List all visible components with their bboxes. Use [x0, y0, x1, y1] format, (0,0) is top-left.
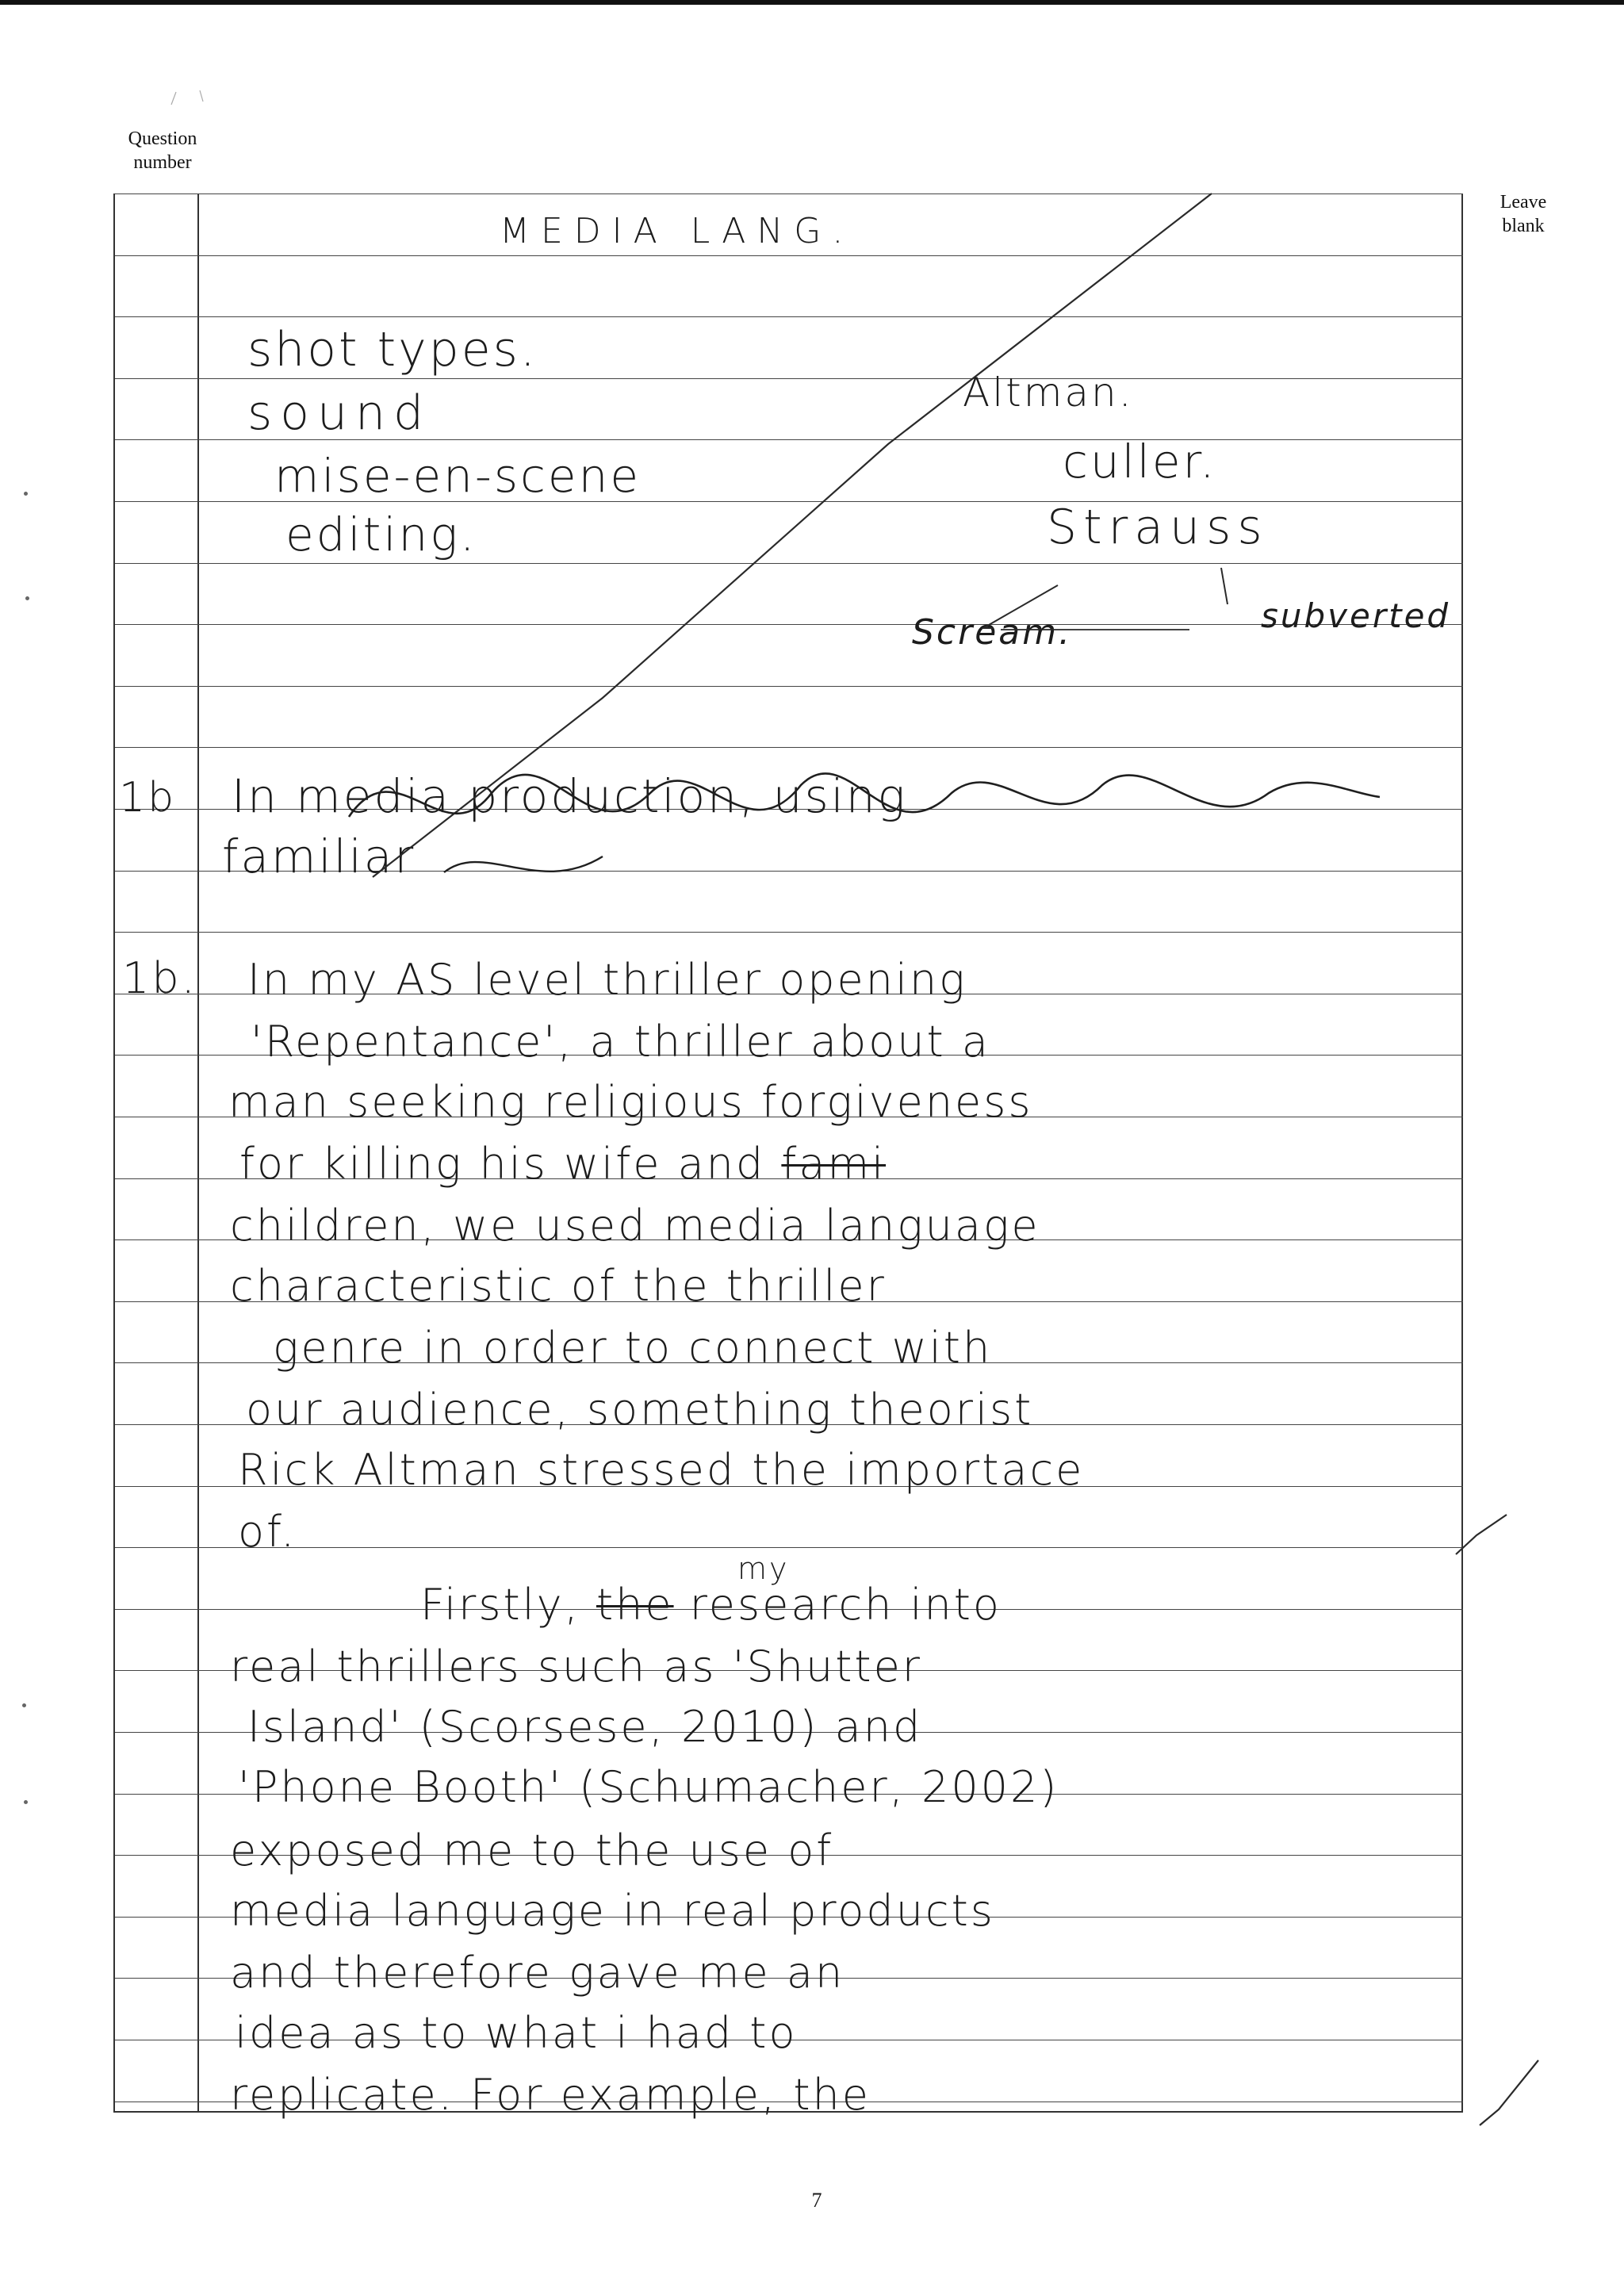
- answer-line: 'Phone Booth' (Schumacher, 2002): [238, 1762, 1059, 1812]
- ruled-line: [115, 686, 1463, 687]
- notes-item: sound: [247, 385, 432, 441]
- stray-mark: [171, 92, 176, 105]
- answer-line: [239, 1139, 886, 1189]
- answer-line: replicate. For example, the: [230, 2070, 871, 2120]
- answer-line: and therefore gave me an: [230, 1948, 845, 1998]
- question-column-divider: [197, 193, 199, 2111]
- struck-word: fami: [781, 1139, 887, 1189]
- answer-line: of.: [238, 1507, 297, 1557]
- ruled-line: [115, 747, 1463, 748]
- ruled-line: [115, 1547, 1463, 1548]
- notes-branch: subverted: [1261, 596, 1451, 635]
- ruled-line: [115, 563, 1463, 564]
- answer-line: genre in order to connect with: [273, 1323, 993, 1373]
- ruled-line: [115, 193, 1463, 194]
- answer-line: man seeking religious forgiveness: [228, 1077, 1033, 1127]
- answer-line: idea as to what i had to: [235, 2008, 798, 2058]
- notes-theorist: Strauss: [1047, 500, 1269, 555]
- answer-line: characteristic of the thriller: [230, 1261, 887, 1311]
- notes-branch: Scream.: [912, 612, 1073, 653]
- ruled-line: [115, 932, 1463, 933]
- ruled-line: [115, 255, 1463, 256]
- notes-theorist: culler.: [1063, 435, 1217, 489]
- margin-dot: [24, 1800, 28, 1804]
- answer-line: 'Repentance', a thriller about a: [251, 1017, 990, 1067]
- answer-line: children, we used media language: [230, 1201, 1040, 1251]
- ruled-line: [115, 316, 1463, 317]
- answer-line-text: research into: [689, 1580, 1002, 1630]
- answer-line: [420, 1580, 1002, 1630]
- question-number-label: Question number: [128, 128, 197, 173]
- crossed-out-line: In media production, using: [232, 769, 908, 823]
- notes-item: editing.: [285, 508, 477, 561]
- answer-line: In my AS level thriller opening: [247, 955, 967, 1005]
- leave-blank-label: Leave blank: [1500, 192, 1547, 236]
- crossed-question-number: 1b: [119, 774, 177, 822]
- examiner-tick: [1456, 1515, 1507, 1554]
- crossed-out-line: familiar: [222, 829, 416, 883]
- margin-dot: [22, 1703, 26, 1707]
- answer-line-text: Firstly,: [420, 1580, 580, 1630]
- struck-word: the: [596, 1580, 674, 1630]
- answer-line: media language in real products: [230, 1886, 995, 1936]
- inserted-word: my: [737, 1551, 790, 1586]
- answer-line: exposed me to the use of: [230, 1826, 834, 1875]
- notes-item: shot types.: [247, 322, 538, 377]
- notes-heading: MEDIA LANG.: [500, 211, 855, 251]
- notes-theorist: Altman.: [963, 370, 1134, 416]
- notes-item: mise-en-scene: [274, 449, 642, 503]
- margin-dot: [25, 596, 29, 600]
- examiner-tick: [1480, 2060, 1538, 2125]
- page-number: 7: [811, 2189, 822, 2212]
- ruled-line: [115, 378, 1463, 379]
- answer-line: Rick Altman stressed the importace: [238, 1445, 1085, 1495]
- answer-question-number: 1b.: [122, 953, 197, 1003]
- answer-line: real thrillers such as 'Shutter: [230, 1642, 922, 1692]
- answer-line: Island' (Scorsese, 2010) and: [247, 1702, 923, 1752]
- stray-mark: [200, 90, 203, 102]
- answer-line-text: for killing his wife and: [239, 1139, 766, 1189]
- top-border: [0, 0, 1624, 5]
- answer-line: our audience, something theorist: [246, 1385, 1034, 1435]
- margin-dot: [24, 492, 28, 496]
